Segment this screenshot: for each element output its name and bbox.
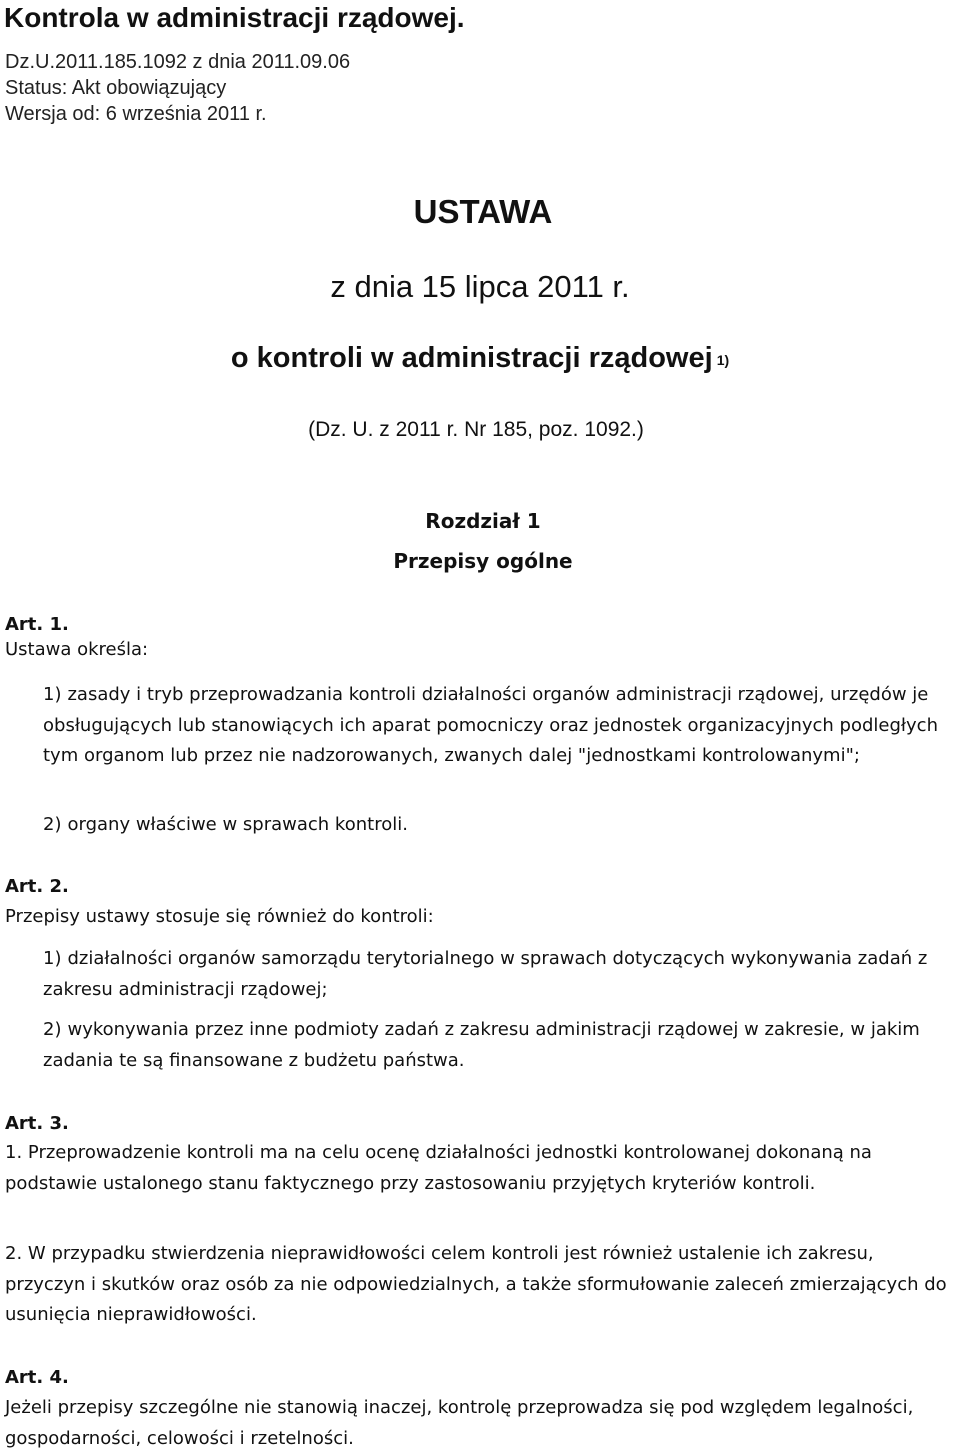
publication-reference: (Dz. U. z 2011 r. Nr 185, poz. 1092.) — [308, 418, 644, 441]
status-line: Status: Akt obowiązujący — [5, 77, 227, 99]
point-number: 1) — [43, 948, 62, 969]
article-1-point-1 — [43, 680, 943, 772]
point-text: działalności organów samorządu terytorialnego w sprawach dotyczących wykonywania zadań z zakresu administracji rządowej; — [43, 948, 928, 1000]
journal-reference: Dz.U.2011.185.1092 z dnia 2011.09.06 — [5, 51, 351, 73]
article-3-paragraph-2 — [5, 1239, 955, 1331]
point-text: zasady i tryb przeprowadzania kontroli działalności organów administracji rządowej, urzędów je obsługujących lub stanowiących ich aparat pomocniczy oraz jednostek organizacyjnych podległych tym organom lub przez nie nadzorowanych, zwanych dalej "jednostkami kontrolowanymi"; — [43, 684, 938, 766]
paragraph-text: Przeprowadzenie kontroli ma na celu ocenę działalności jednostki kontrolowanej dokonaną na podstawie ustalonego stanu faktycznego przy zastosowaniu przyjętych kryteriów kontroli. — [5, 1142, 872, 1194]
chapter-title: Przepisy ogólne — [393, 549, 573, 573]
article-1-intro: Ustawa określa: — [5, 639, 149, 660]
point-text: wykonywania przez inne podmioty zadań z zakresu administracji rządowej w zakresie, w jakim zadania te są finansowane z budżetu państwa. — [43, 1019, 920, 1071]
act-heading: USTAWA — [413, 193, 553, 230]
act-date: z dnia 15 lipca 2011 r. — [330, 269, 630, 304]
article-2-point-2 — [43, 1015, 943, 1076]
document-title: Kontrola w administracji rządowej. — [4, 2, 465, 33]
version-line: Wersja od: 6 września 2011 r. — [5, 103, 267, 125]
article-3-paragraph-1 — [5, 1138, 955, 1199]
point-number: 1) — [43, 684, 62, 705]
footnote-marker: 1) — [716, 352, 730, 368]
article-2-intro: Przepisy ustawy stosuje się również do kontroli: — [5, 906, 434, 927]
paragraph-number: 1. — [5, 1142, 23, 1163]
point-number: 2) — [43, 814, 62, 835]
act-subject-text: o kontroli w administracji rządowej — [230, 342, 713, 374]
article-3-label: Art. 3. — [5, 1113, 69, 1134]
article-1-point-2 — [43, 810, 943, 841]
paragraph-text: W przypadku stwierdzenia nieprawidłowości celem kontroli jest również ustalenie ich zakresu, przyczyn i skutków oraz osób za nie odpowiedzialnych, a także sformułowanie zaleceń zmierzających do usunięcia nieprawidłowości. — [5, 1243, 947, 1325]
article-2-label: Art. 2. — [5, 876, 69, 897]
paragraph-number: 2. — [5, 1243, 23, 1264]
point-number: 2) — [43, 1019, 62, 1040]
article-1-label: Art. 1. — [5, 614, 69, 635]
article-4-text: Jeżeli przepisy szczególne nie stanowią inaczej, kontrolę przeprowadza się pod względem legalności, gospodarności, celowości i rzetelności. — [5, 1397, 914, 1449]
article-2-point-1 — [43, 944, 943, 1005]
article-4-label: Art. 4. — [5, 1367, 69, 1388]
chapter-number: Rozdział 1 — [425, 509, 541, 533]
act-subject — [0, 338, 960, 378]
point-text: organy właściwe w sprawach kontroli. — [67, 814, 408, 835]
